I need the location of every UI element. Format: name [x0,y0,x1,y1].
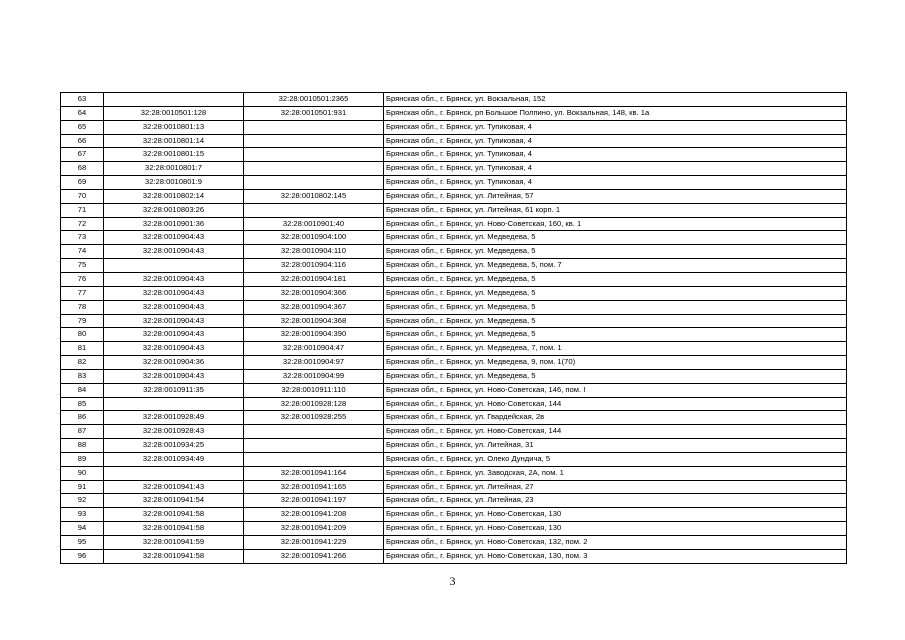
cadastral-number-cell [244,176,384,190]
previous-cadastral-number-cell: 32:28:0010904:43 [104,369,244,383]
row-number-cell: 90 [61,466,104,480]
previous-cadastral-number-cell: 32:28:0010901:36 [104,217,244,231]
row-number-cell: 84 [61,383,104,397]
row-number-cell: 85 [61,397,104,411]
row-number-cell: 82 [61,356,104,370]
table-row [61,231,847,245]
table-row [61,217,847,231]
address-cell: Брянская обл., г. Брянск, ул. Литейная, 57 [384,189,847,203]
address-cell: Брянская обл., г. Брянск, ул. Медведева, 5 [384,231,847,245]
previous-cadastral-number-cell [104,466,244,480]
cadastral-number-cell: 32:28:0010941:165 [244,480,384,494]
cadastral-number-cell: 32:28:0010941:208 [244,508,384,522]
previous-cadastral-number-cell: 32:28:0010501:128 [104,106,244,120]
cadastral-number-cell: 32:28:0010904:97 [244,356,384,370]
cadastral-number-cell [244,425,384,439]
address-cell: Брянская обл., г. Брянск, ул. Тупиковая, 4 [384,162,847,176]
cadastral-number-cell: 32:28:0010928:255 [244,411,384,425]
address-cell: Брянская обл., г. Брянск, ул. Ново-Советская, 132, пом. 2 [384,536,847,550]
cadastral-number-cell: 32:28:0010904:181 [244,272,384,286]
previous-cadastral-number-cell: 32:28:0010801:15 [104,148,244,162]
previous-cadastral-number-cell: 32:28:0010941:58 [104,522,244,536]
table-row [61,494,847,508]
previous-cadastral-number-cell: 32:28:0010904:43 [104,245,244,259]
previous-cadastral-number-cell: 32:28:0010801:9 [104,176,244,190]
table-row [61,549,847,563]
address-cell: Брянская обл., г. Брянск, ул. Ново-Советская, 130 [384,522,847,536]
previous-cadastral-number-cell: 32:28:0010941:43 [104,480,244,494]
table-row [61,203,847,217]
row-number-cell: 69 [61,176,104,190]
address-cell: Брянская обл., г. Брянск, ул. Тупиковая, 4 [384,176,847,190]
table-row [61,328,847,342]
cadastral-number-cell: 32:28:0010904:116 [244,259,384,273]
address-cell: Брянская обл., г. Брянск, ул. Вокзальная, 152 [384,93,847,107]
cadastral-number-cell: 32:28:0010802:145 [244,189,384,203]
row-number-cell: 64 [61,106,104,120]
row-number-cell: 74 [61,245,104,259]
cadastral-number-cell: 32:28:0010941:164 [244,466,384,480]
row-number-cell: 93 [61,508,104,522]
cadastral-number-cell: 32:28:0010901:40 [244,217,384,231]
previous-cadastral-number-cell: 32:28:0010904:43 [104,328,244,342]
previous-cadastral-number-cell: 32:28:0010801:13 [104,120,244,134]
row-number-cell: 67 [61,148,104,162]
row-number-cell: 96 [61,549,104,563]
row-number-cell: 75 [61,259,104,273]
row-number-cell: 68 [61,162,104,176]
previous-cadastral-number-cell: 32:28:0010904:36 [104,356,244,370]
cadastral-number-cell: 32:28:0010904:390 [244,328,384,342]
row-number-cell: 94 [61,522,104,536]
address-cell: Брянская обл., г. Брянск, ул. Заводская, 2А, пом. 1 [384,466,847,480]
table-row [61,272,847,286]
row-number-cell: 65 [61,120,104,134]
cadastral-number-cell: 32:28:0010941:266 [244,549,384,563]
row-number-cell: 88 [61,439,104,453]
cadastral-number-cell: 32:28:0010941:229 [244,536,384,550]
previous-cadastral-number-cell: 32:28:0010904:43 [104,314,244,328]
previous-cadastral-number-cell: 32:28:0010928:49 [104,411,244,425]
table-row [61,259,847,273]
address-cell: Брянская обл., г. Брянск, ул. Тупиковая, 4 [384,148,847,162]
table-row [61,397,847,411]
address-cell: Брянская обл., г. Брянск, ул. Ново-Советская, 160, кв. 1 [384,217,847,231]
previous-cadastral-number-cell [104,259,244,273]
table-row [61,245,847,259]
cadastral-number-cell: 32:28:0010904:110 [244,245,384,259]
address-cell: Брянская обл., г. Брянск, ул. Медведева, 5, пом. 7 [384,259,847,273]
address-cell: Брянская обл., г. Брянск, ул. Литейная, 61 корп. 1 [384,203,847,217]
table-row [61,411,847,425]
table-row [61,189,847,203]
table-row [61,466,847,480]
table-row [61,106,847,120]
table-row [61,176,847,190]
previous-cadastral-number-cell: 32:28:0010934:49 [104,452,244,466]
address-cell: Брянская обл., г. Брянск, ул. Медведева, 5 [384,328,847,342]
address-cell: Брянская обл., г. Брянск, ул. Ново-Советская, 130, пом. 3 [384,549,847,563]
address-cell: Брянская обл., г. Брянск, ул. Медведева, 5 [384,300,847,314]
previous-cadastral-number-cell: 32:28:0010801:7 [104,162,244,176]
address-cell: Брянская обл., г. Брянск, ул. Медведева, 5 [384,314,847,328]
row-number-cell: 78 [61,300,104,314]
row-number-cell: 87 [61,425,104,439]
table-body [61,93,847,564]
table-row [61,148,847,162]
table-row [61,162,847,176]
previous-cadastral-number-cell: 32:28:0010802:14 [104,189,244,203]
row-number-cell: 63 [61,93,104,107]
cadastral-number-cell: 32:28:0010941:197 [244,494,384,508]
address-cell: Брянская обл., г. Брянск, ул. Ново-Советская, 144 [384,397,847,411]
previous-cadastral-number-cell: 32:28:0010941:58 [104,508,244,522]
previous-cadastral-number-cell: 32:28:0010803:26 [104,203,244,217]
table-row [61,134,847,148]
row-number-cell: 70 [61,189,104,203]
row-number-cell: 80 [61,328,104,342]
table-row [61,439,847,453]
address-cell: Брянская обл., г. Брянск, ул. Литейная, 23 [384,494,847,508]
cadastral-number-cell: 32:28:0010501:931 [244,106,384,120]
row-number-cell: 81 [61,342,104,356]
address-cell: Брянская обл., г. Брянск, рп Большое Полпино, ул. Вокзальная, 148, кв. 1а [384,106,847,120]
address-cell: Брянская обл., г. Брянск, ул. Медведева, 9, пом. 1(70) [384,356,847,370]
row-number-cell: 83 [61,369,104,383]
address-cell: Брянская обл., г. Брянск, ул. Медведева, 5 [384,272,847,286]
address-cell: Брянская обл., г. Брянск, ул. Медведева, 5 [384,369,847,383]
address-cell: Брянская обл., г. Брянск, ул. Медведева, 5 [384,286,847,300]
row-number-cell: 77 [61,286,104,300]
row-number-cell: 86 [61,411,104,425]
cadastral-number-cell: 32:28:0010904:368 [244,314,384,328]
table-row [61,356,847,370]
previous-cadastral-number-cell: 32:28:0010928:43 [104,425,244,439]
table-row [61,425,847,439]
previous-cadastral-number-cell: 32:28:0010904:43 [104,342,244,356]
cadastral-number-cell: 32:28:0010904:366 [244,286,384,300]
address-cell: Брянская обл., г. Брянск, ул. Медведева, 7, пом. 1 [384,342,847,356]
cadastral-number-cell: 32:28:0010501:2365 [244,93,384,107]
previous-cadastral-number-cell: 32:28:0010941:54 [104,494,244,508]
cadastral-number-cell [244,162,384,176]
cadastral-table [60,92,847,564]
table-row [61,300,847,314]
table-row [61,536,847,550]
cadastral-number-cell [244,120,384,134]
previous-cadastral-number-cell: 32:28:0010941:58 [104,549,244,563]
row-number-cell: 91 [61,480,104,494]
previous-cadastral-number-cell: 32:28:0010904:43 [104,231,244,245]
row-number-cell: 71 [61,203,104,217]
table-row [61,480,847,494]
previous-cadastral-number-cell: 32:28:0010911:35 [104,383,244,397]
table-row [61,93,847,107]
address-cell: Брянская обл., г. Брянск, ул. Тупиковая, 4 [384,134,847,148]
previous-cadastral-number-cell: 32:28:0010904:43 [104,300,244,314]
cadastral-number-cell: 32:28:0010941:209 [244,522,384,536]
address-cell: Брянская обл., г. Брянск, ул. Ново-Советская, 130 [384,508,847,522]
previous-cadastral-number-cell: 32:28:0010934:25 [104,439,244,453]
previous-cadastral-number-cell: 32:28:0010904:43 [104,286,244,300]
address-cell: Брянская обл., г. Брянск, ул. Олеко Дундича, 5 [384,452,847,466]
previous-cadastral-number-cell: 32:28:0010801:14 [104,134,244,148]
row-number-cell: 89 [61,452,104,466]
cadastral-number-cell: 32:28:0010904:100 [244,231,384,245]
address-cell: Брянская обл., г. Брянск, ул. Ново-Советская, 146, пом. I [384,383,847,397]
table-row [61,286,847,300]
table-row [61,508,847,522]
table-row [61,120,847,134]
cadastral-number-cell [244,452,384,466]
address-cell: Брянская обл., г. Брянск, ул. Литейная, 31 [384,439,847,453]
row-number-cell: 72 [61,217,104,231]
row-number-cell: 79 [61,314,104,328]
table-row [61,452,847,466]
cadastral-number-cell: 32:28:0010928:128 [244,397,384,411]
cadastral-number-cell [244,439,384,453]
cadastral-number-cell: 32:28:0010904:99 [244,369,384,383]
address-cell: Брянская обл., г. Брянск, ул. Тупиковая, 4 [384,120,847,134]
previous-cadastral-number-cell [104,397,244,411]
cadastral-number-cell [244,134,384,148]
table-row [61,383,847,397]
table-row [61,342,847,356]
address-cell: Брянская обл., г. Брянск, ул. Литейная, 27 [384,480,847,494]
cadastral-number-cell: 32:28:0010904:367 [244,300,384,314]
previous-cadastral-number-cell: 32:28:0010941:59 [104,536,244,550]
row-number-cell: 66 [61,134,104,148]
row-number-cell: 95 [61,536,104,550]
cadastral-number-cell [244,203,384,217]
cadastral-number-cell: 32:28:0010911:110 [244,383,384,397]
cadastral-number-cell [244,148,384,162]
page-number: 3 [449,574,456,588]
row-number-cell: 92 [61,494,104,508]
cadastral-number-cell: 32:28:0010904:47 [244,342,384,356]
row-number-cell: 76 [61,272,104,286]
table-row [61,314,847,328]
previous-cadastral-number-cell: 32:28:0010904:43 [104,272,244,286]
address-cell: Брянская обл., г. Брянск, ул. Гвардейская, 2в [384,411,847,425]
address-cell: Брянская обл., г. Брянск, ул. Ново-Советская, 144 [384,425,847,439]
table-row [61,369,847,383]
row-number-cell: 73 [61,231,104,245]
address-cell: Брянская обл., г. Брянск, ул. Медведева, 5 [384,245,847,259]
previous-cadastral-number-cell [104,93,244,107]
table-row [61,522,847,536]
